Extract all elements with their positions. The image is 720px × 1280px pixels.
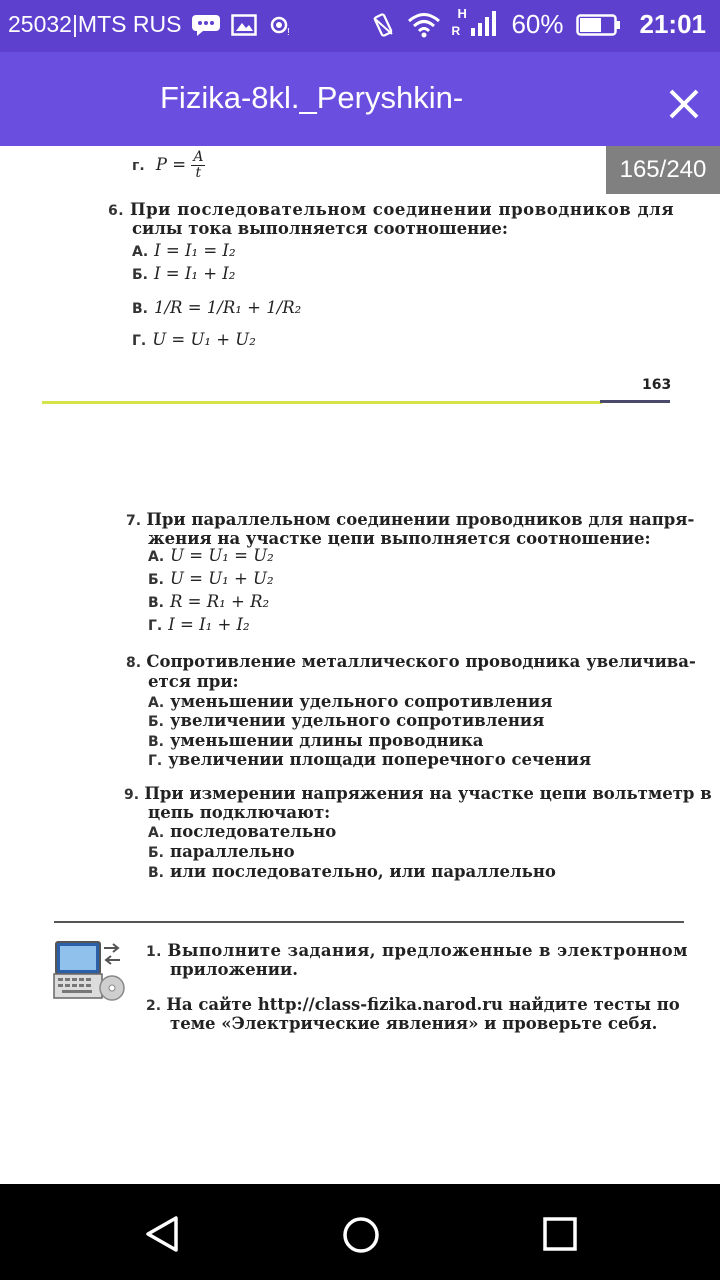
question-6-line1: 6. При последовательном соединении проводников для: [108, 200, 675, 219]
page-footer-rule-accent: [600, 400, 670, 403]
message-icon: [191, 14, 221, 36]
task-number: 1.: [146, 944, 162, 960]
question-8-line2: ется при:: [148, 672, 239, 691]
back-button[interactable]: [140, 1212, 184, 1260]
wifi-icon: [407, 12, 441, 38]
q6-option-g: Г. U = U₁ + U₂: [132, 330, 256, 349]
q7-option-v: В. R = R₁ + R₂: [148, 592, 270, 611]
q7-option-b: Б. U = U₁ + U₂: [148, 569, 274, 588]
hotspot-icon: [267, 13, 295, 37]
section-divider: [54, 921, 684, 923]
top-option-g: г. P = $\frac{A}{t}$: [132, 149, 204, 181]
question-7-line2: жения на участке цепи выполняется соотношение:: [148, 529, 651, 548]
question-9-line1: 9. При измерении напряжения на участке цепи вольтметр в: [124, 784, 712, 803]
close-icon[interactable]: [662, 82, 706, 126]
question-number: 9.: [124, 787, 140, 803]
task-1-line2: приложении.: [170, 960, 298, 979]
network-type-label: H: [457, 5, 467, 21]
q8-option-v: В. уменьшении длины проводника: [148, 731, 484, 750]
q9-option-v: В. или последовательно, или параллельно: [148, 862, 556, 881]
q7-option-a: А. U = U₁ = U₂: [148, 546, 274, 565]
q8-option-a: А. уменьшении удельного сопротивления: [148, 692, 553, 711]
gallery-icon: [231, 14, 257, 36]
q6-option-b: Б. I = I₁ + I₂: [132, 264, 236, 283]
title-bar: [0, 52, 720, 146]
question-7-line1: 7. При параллельном соединении проводников для напря-: [126, 510, 695, 529]
question-number: 6.: [108, 203, 125, 219]
document-viewer[interactable]: [0, 146, 720, 1184]
question-number: 8.: [126, 655, 142, 671]
task-2-line2: теме «Электрические явления» и проверьте себя.: [170, 1014, 658, 1033]
fraction-a-over-t: $\frac{A}{t}$: [193, 149, 204, 181]
q7-option-g: Г. I = I₁ + I₂: [148, 615, 250, 634]
task-1-line1: 1. Выполните задания, предложенные в электронном: [146, 941, 688, 960]
battery-percent: 60%: [511, 9, 564, 39]
task-2-line1: 2. На сайте http://class-fizika.narod.ru найдите тесты по: [146, 995, 680, 1014]
question-9-line2: цепь подключают:: [148, 803, 331, 822]
recents-button[interactable]: [538, 1212, 582, 1260]
carrier-label: 25032|MTS RUS: [8, 11, 182, 37]
question-8-line1: 8. Сопротивление металлического проводника увеличива-: [126, 652, 696, 671]
page-indicator: 165/240: [606, 146, 720, 194]
q9-option-b: Б. параллельно: [148, 842, 295, 861]
back-icon[interactable]: [140, 1212, 184, 1256]
question-6-line2: силы тока выполняется соотношение:: [132, 219, 508, 238]
recents-icon[interactable]: [538, 1212, 582, 1256]
svg-text:!: !: [287, 26, 291, 37]
question-number: 7.: [126, 513, 142, 529]
signal-icon: [451, 5, 499, 40]
home-button[interactable]: [338, 1212, 384, 1262]
page-number: 163: [642, 377, 672, 393]
clock: 21:01: [639, 9, 706, 39]
vibrate-icon: [371, 12, 395, 38]
home-icon[interactable]: [338, 1212, 384, 1258]
q8-option-g: Г. увеличении площади поперечного сечения: [148, 750, 592, 769]
page-footer-rule: [42, 401, 602, 404]
q6-option-a: А. I = I₁ = I₂: [132, 241, 236, 260]
q8-option-b: Б. увеличении удельного сопротивления: [148, 711, 545, 730]
roaming-label: R: [451, 23, 461, 38]
option-label: г.: [132, 158, 145, 174]
task-number: 2.: [146, 998, 162, 1014]
battery-icon: [576, 13, 622, 37]
electronic-supplement-icon: [52, 940, 128, 1004]
close-button[interactable]: [662, 82, 706, 126]
status-bar: [0, 0, 720, 52]
navigation-bar: [0, 1184, 720, 1280]
q9-option-a: А. последовательно: [148, 822, 337, 841]
q6-option-v: В. 1/R = 1/R₁ + 1/R₂: [132, 298, 302, 317]
document-title: Fizika-8kl._Peryshkin-: [160, 80, 464, 115]
